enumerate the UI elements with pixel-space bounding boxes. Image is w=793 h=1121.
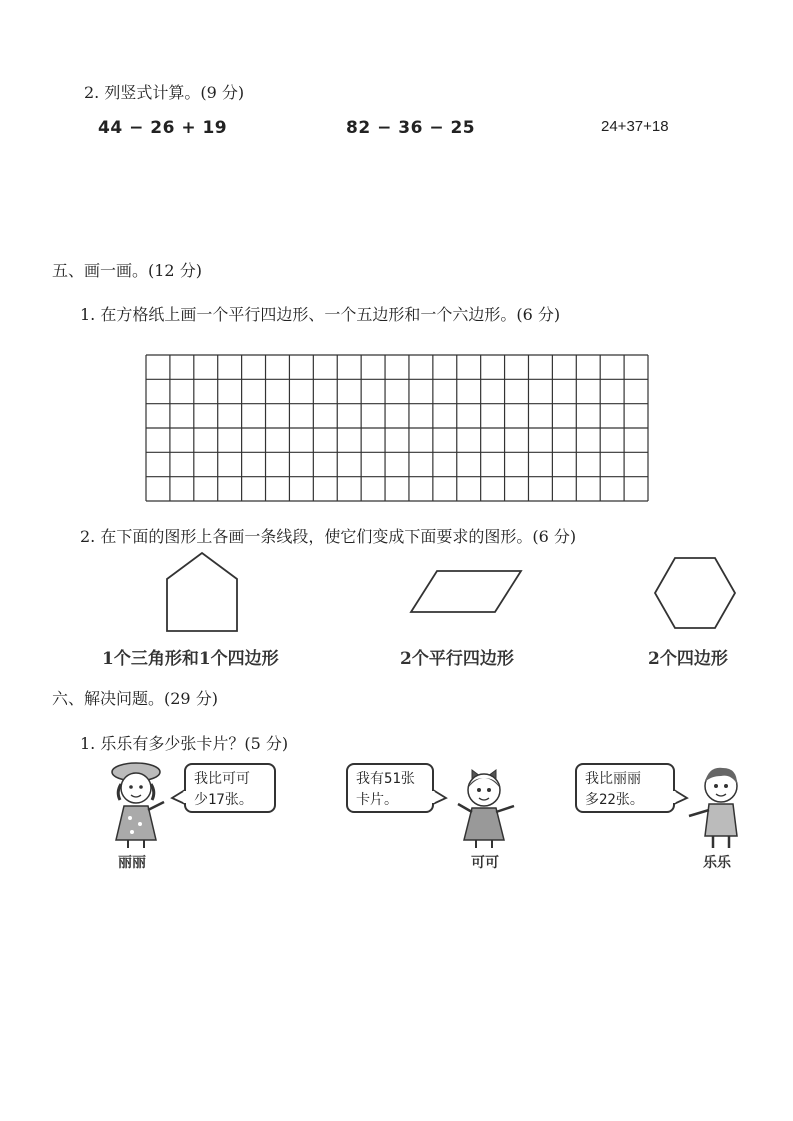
character-name: 丽丽: [118, 855, 146, 871]
section-title: 五、画一画。(12 分): [52, 261, 202, 280]
shape-caption: 1个三角形和1个四边形: [102, 649, 279, 669]
pentagon-house-shape[interactable]: [165, 551, 245, 635]
question-title: 2. 列竖式计算。(9 分): [84, 83, 245, 102]
grid-paper[interactable]: [145, 354, 649, 502]
girl-lili-illustration: [106, 758, 176, 850]
calc-expression-3: 24+37+18: [601, 118, 669, 135]
speech-line: 卡片。: [356, 792, 398, 808]
calc-expression-2: 82 − 36 − 25: [346, 118, 476, 138]
hexagon-shape[interactable]: [654, 556, 738, 632]
calc-expression-1: 44 − 26 + 19: [98, 118, 228, 138]
question-title: 2. 在下面的图形上各画一条线段，使它们变成下面要求的图形。(6 分): [80, 527, 577, 546]
speech-bubble: [575, 763, 675, 813]
question-title: 1. 在方格纸上画一个平行四边形、一个五边形和一个六边形。(6 分): [80, 305, 561, 324]
character-name: 可可: [471, 855, 499, 871]
parallelogram-shape[interactable]: [409, 568, 524, 616]
section-title: 六、解决问题。(29 分): [52, 689, 218, 708]
speech-bubble: [184, 763, 276, 813]
speech-line: 多22张。: [585, 792, 644, 808]
question-title: 1. 乐乐有多少张卡片？(5 分): [80, 734, 289, 753]
speech-line: 我比丽丽: [585, 771, 641, 787]
speech-line: 我比可可: [194, 771, 250, 787]
speech-line: 少17张。: [194, 792, 253, 808]
shape-caption: 2个平行四边形: [400, 649, 514, 669]
girl-keke-illustration: [452, 758, 524, 850]
speech-bubble: [346, 763, 434, 813]
shape-caption: 2个四边形: [648, 649, 728, 669]
boy-lele-illustration: [683, 758, 753, 850]
speech-line: 我有51张: [356, 771, 415, 787]
bubble-tail: [432, 790, 446, 806]
character-name: 乐乐: [703, 855, 731, 871]
bubble-tail: [172, 790, 186, 806]
